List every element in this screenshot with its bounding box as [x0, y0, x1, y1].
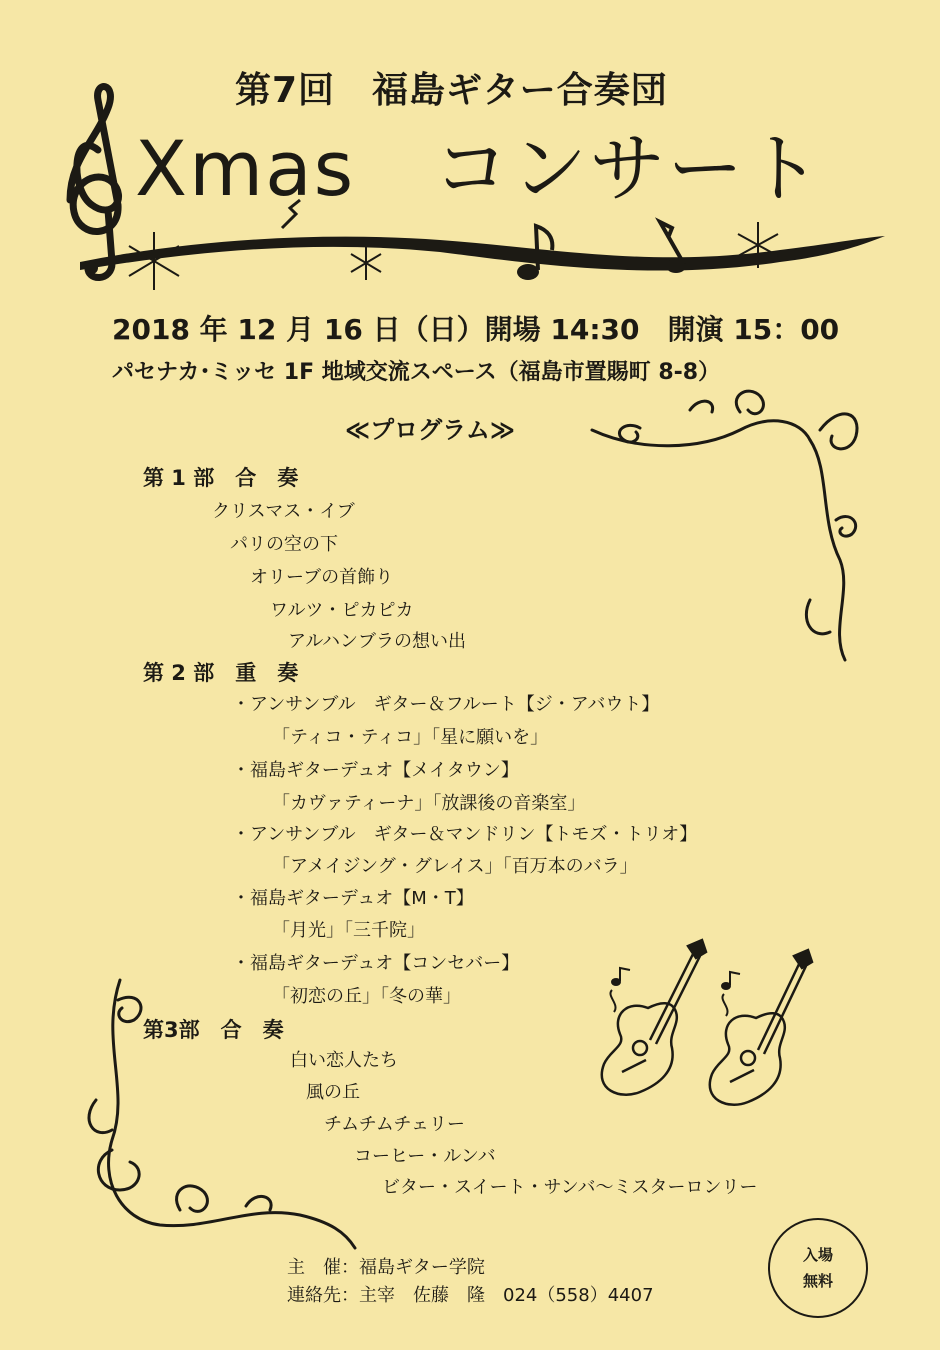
- scroll-ornament-icon: [592, 391, 857, 660]
- list-item: ワルツ・ピカピカ: [270, 600, 414, 621]
- snowflake-icon: [351, 246, 381, 280]
- ensemble-name: ・福島ギターデュオ【メイタウン】: [232, 760, 519, 781]
- list-item: オリーブの首飾り: [250, 567, 394, 588]
- list-item: コーヒー・ルンバ: [354, 1146, 496, 1167]
- ensemble-name: ・福島ギターデュオ【M・T】: [232, 888, 474, 909]
- list-item: 白い恋人たち: [290, 1050, 398, 1071]
- list-item: チムチムチェリー: [324, 1114, 465, 1135]
- part1-title: 第 1 部 合 奏: [143, 466, 299, 490]
- event-date: 2018 年 12 月 16 日（日）開場 14:30 開演 15：00: [112, 313, 840, 346]
- music-note-icon: [610, 968, 630, 1012]
- concert-title: Xmas コンサート: [135, 124, 824, 213]
- badge-line2: 無料: [802, 1272, 833, 1290]
- list-item: アルハンブラの想い出: [288, 631, 467, 652]
- contact: 連絡先：主宰 佐藤 隆 024（558）4407: [287, 1285, 654, 1306]
- free-admission-badge: [768, 1218, 868, 1318]
- music-note-icon: [721, 972, 740, 1016]
- guitar-icon: [710, 950, 812, 1105]
- ensemble-songs: 「アメイジング・グレイス」「百万本のバラ」: [272, 856, 638, 877]
- badge-line1: 入場: [802, 1246, 833, 1264]
- organizer: 主 催：福島ギター学院: [287, 1257, 485, 1278]
- ensemble-name: ・アンサンブル ギター＆マンドリン【トモズ・トリオ】: [232, 824, 698, 845]
- ensemble-songs: 「ティコ・ティコ」「星に願いを」: [272, 727, 549, 748]
- list-item: クリスマス・イブ: [212, 501, 355, 522]
- part2-title: 第 2 部 重 奏: [143, 661, 299, 685]
- guitar-icon: [602, 940, 706, 1095]
- concert-subtitle: 第7回 福島ギター合奏団: [235, 70, 668, 111]
- ensemble-name: ・アンサンブル ギター＆フルート【ジ・アバウト】: [232, 694, 660, 715]
- list-item: パリの空の下: [230, 534, 338, 555]
- part3-title: 第3部 合 奏: [143, 1018, 284, 1042]
- list-item: 風の丘: [306, 1082, 360, 1103]
- ensemble-songs: 「初恋の丘」「冬の華」: [272, 986, 461, 1007]
- ensemble-name: ・福島ギターデュオ【コンセバー】: [232, 953, 520, 974]
- ensemble-songs: 「月光」「三千院」: [272, 920, 425, 941]
- ensemble-songs: 「カヴァティーナ」「放課後の音楽室」: [272, 793, 586, 814]
- program-heading: ≪プログラム≫: [345, 416, 516, 444]
- event-venue: パセナカ･ミッセ 1F 地域交流スペース（福島市置賜町 8-8）: [112, 360, 721, 385]
- list-item: ビター・スイート・サンバ～ミスターロンリー: [382, 1177, 758, 1198]
- treble-clef-icon: [70, 87, 119, 278]
